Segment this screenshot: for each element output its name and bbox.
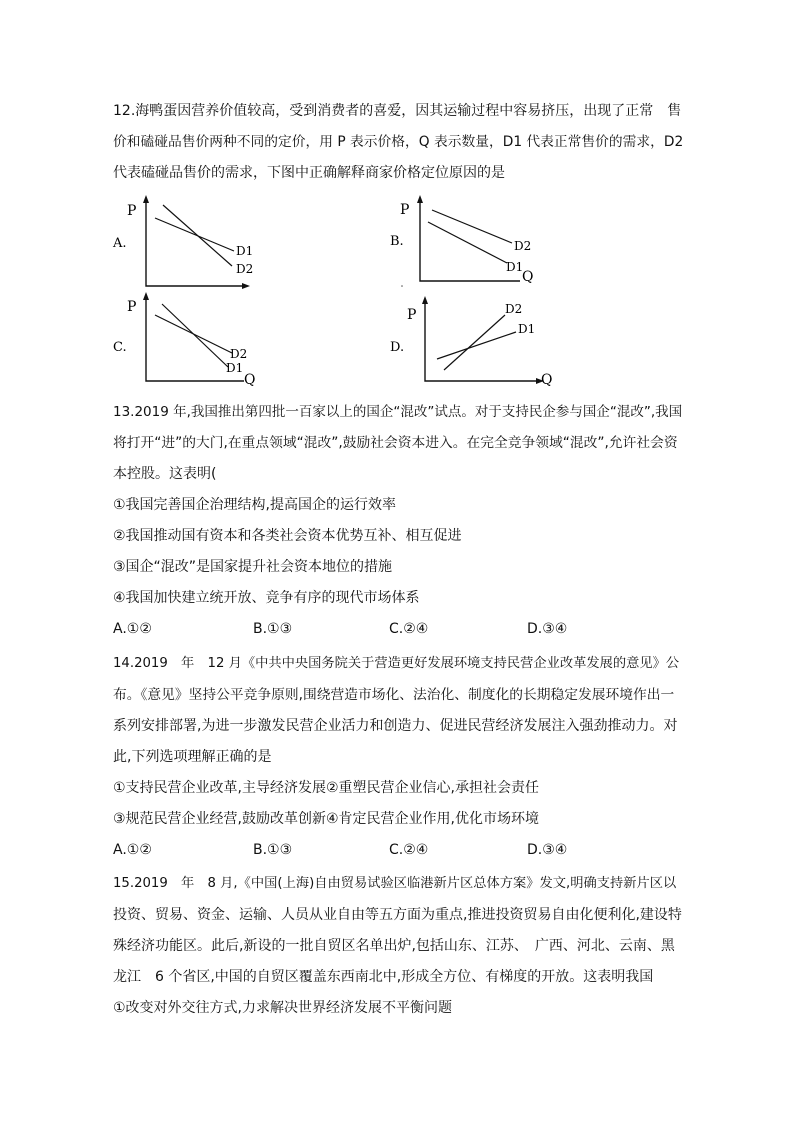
chart-c-y-arrow	[143, 292, 149, 300]
chart-c-d2-label: D2	[230, 347, 248, 361]
chart-a-d1-label: D1	[236, 244, 254, 258]
chart-b-d1-label: D1	[506, 260, 524, 274]
q14-stem-line-1: 14.2019 年 12 月《中共中央国务院关于营造更好发展环境支持民营企业改革发展的意见》公	[113, 656, 680, 671]
chart-b-y-arrow	[417, 195, 423, 203]
q13-stem-line-1: 13.2019 年,我国推出第四批一百家以上的国企“混改”试点。对于支持民企参与国企“混改”,我国	[113, 404, 683, 420]
q14-option-d[interactable]: D.③④	[527, 842, 568, 858]
chart-b-q-axis-label: Q	[522, 269, 534, 285]
q15-stem-line-1: 15.2019 年 8 月,《中国(上海)自由贸易试验区临港新片区总体方案》发文,明确支持新片区以	[113, 876, 677, 891]
q13-item-1: ①我国完善国企治理结构,提高国企的运行效率	[113, 497, 396, 513]
q13-option-c[interactable]: C.②④	[389, 621, 429, 637]
q15-stem-line-2: 投资、贸易、资金、运输、人员从业自由等五方面为重点,推进投资贸易自由化便利化,建设特	[113, 907, 682, 923]
chart-d-d2-curve	[444, 315, 505, 370]
q12-stem-line-2: 价和磕碰品售价两种不同的定价，用 P 表示价格，Q 表示数量，D1 代表正常售价的需求，D2	[113, 134, 684, 150]
q13-stem-line-3: 本控股。这表明(	[113, 466, 217, 482]
q13-option-d[interactable]: D.③④	[527, 621, 568, 637]
q13-option-b[interactable]: B.①③	[253, 621, 293, 637]
q13-item-3: ③国企“混改”是国家提升社会资本地位的措施	[113, 559, 393, 575]
q12-figures	[0, 192, 794, 392]
chart-a-d2-label: D2	[236, 262, 254, 276]
chart-c-option-label: C.	[113, 340, 127, 355]
q14-options	[113, 840, 673, 860]
chart-a-p-axis-label: P	[127, 203, 137, 219]
q14-stem-line-3: 系列安排部署,为进一步激发民营企业活力和创造力、促进民营经济发展注入强劲推动力。对	[113, 718, 678, 734]
q14-stem-line-4: 此,下列选项理解正确的是	[113, 749, 272, 765]
chart-b-option-label: B.	[390, 234, 404, 249]
chart-d-q-axis-label: Q	[541, 372, 553, 388]
chart-a-d2-curve	[163, 205, 232, 266]
chart-a-d1-curve	[155, 218, 234, 251]
chart-c	[113, 292, 255, 388]
q13-stem-line-2: 将打开“进”的大门,在重点领域“混改”,鼓励社会资本进入。在完全竞争领域“混改”,允许社会资	[113, 435, 678, 451]
chart-a-option-label: A.	[113, 236, 127, 251]
chart-b-p-axis-label: P	[400, 202, 410, 218]
chart-d-p-axis-label: P	[407, 307, 417, 323]
q15-stem-line-4: 龙江 6 个省区,中国的自贸区覆盖东西南北中,形成全方位、有梯度的开放。这表明我国	[113, 969, 654, 985]
chart-c-d1-curve	[162, 304, 228, 367]
chart-d-option-label: D.	[390, 340, 405, 355]
chart-b-d1-curve	[428, 222, 507, 263]
q13-option-a[interactable]: A.①②	[113, 621, 152, 637]
q14-option-a[interactable]: A.①②	[113, 842, 152, 858]
q15-stem-line-3: 殊经济功能区。此后,新设的一批自贸区名单出炉,包括山东、江苏、 广西、河北、云南、黑	[113, 938, 675, 954]
chart-b-stray-dot	[401, 285, 403, 287]
q13-item-4: ④我国加快建立统开放、竞争有序的现代市场体系	[113, 590, 420, 606]
chart-d-d1-label: D1	[518, 322, 536, 336]
q14-option-c[interactable]: C.②④	[389, 842, 429, 858]
q14-stem-line-2: 布。《意见》坚持公平竞争原则,围绕营造市场化、法治化、制度化的长期稳定发展环境作出一	[113, 687, 675, 703]
q13-item-2: ②我国推动国有资本和各类社会资本优势互补、相互促进	[113, 528, 462, 544]
q13-options	[113, 619, 673, 639]
chart-d-d1-curve	[437, 332, 516, 359]
chart-a-axes	[146, 200, 244, 286]
chart-b-d2-label: D2	[514, 239, 532, 253]
q15-item-1: ①改变对外交往方式,力求解决世界经济发展不平衡问题	[113, 1000, 452, 1016]
chart-c-d1-label: D1	[226, 361, 244, 375]
chart-d-d2-label: D2	[505, 302, 523, 316]
chart-b-d2-curve	[432, 210, 512, 243]
chart-a-y-arrow	[143, 195, 149, 203]
chart-a-x-arrow	[242, 283, 250, 289]
chart-b	[390, 195, 533, 287]
chart-d-y-arrow	[422, 296, 428, 304]
q14-items-1-2: ①支持民营企业改革,主导经济发展②重塑民营企业信心,承担社会责任	[113, 780, 540, 796]
chart-a	[112, 195, 253, 289]
q12-stem-line-3: 代表磕碰品售价的需求，下图中正确解释商家价格定位原因的是	[113, 165, 505, 181]
q12-stem-line-1: 12.海鸭蛋因营养价值较高，受到消费者的喜爱，因其运输过程中容易挤压，出现了正常 售	[113, 103, 682, 119]
chart-d	[390, 296, 552, 388]
q14-items-3-4: ③规范民营企业经营,鼓励改革创新④肯定民营企业作用,优化市场环境	[113, 811, 540, 827]
chart-c-p-axis-label: P	[127, 299, 137, 315]
chart-c-q-axis-label: Q	[244, 372, 256, 388]
q14-option-b[interactable]: B.①③	[253, 842, 293, 858]
